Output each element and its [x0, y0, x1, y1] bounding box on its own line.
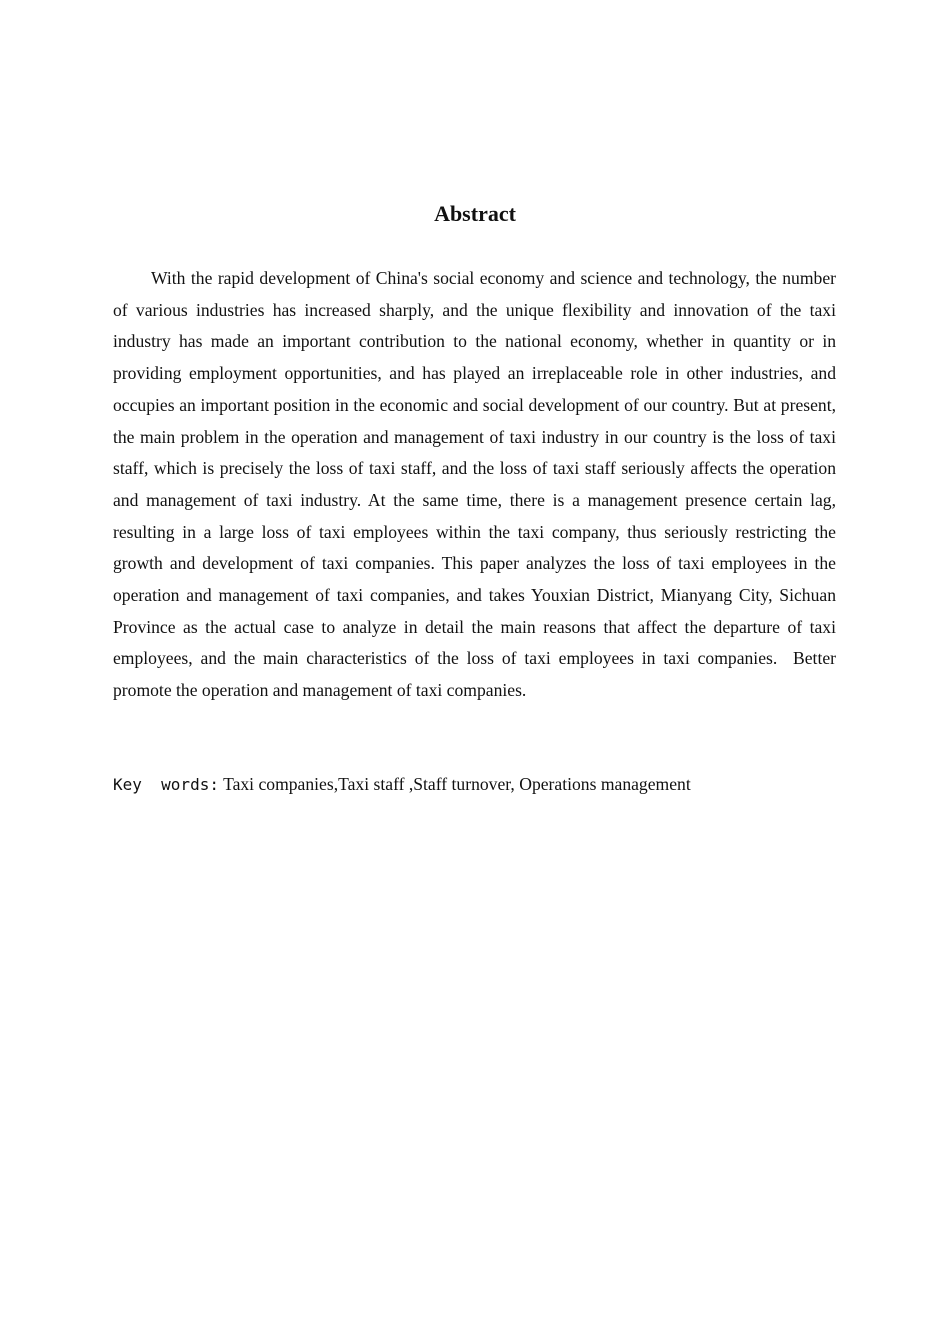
abstract-paragraph: With the rapid development of China's social economy and science and technology, the number of various industries has increased sharply, and the unique flexibility and innovation of the taxi industry has made an important contribution to the national economy, whether in quantity or in providing employment opportunities, and has played an irreplaceable role in other industries, and occupies an important position in the economic and social development of our country. But at present, the main problem in the operation and management of taxi industry in our country is the loss of taxi staff, which is precisely the loss of taxi staff, and the loss of taxi staff seriously affects the operation and management of taxi industry. At the same time, there is a management presence certain lag, resulting in a large loss of taxi employees within the taxi company, thus seriously restricting the growth and development of taxi companies. This paper analyzes the loss of taxi employees in the operation and management of taxi companies, and takes Youxian District, Mianyang City, Sichuan Province as the actual case to analyze in detail the main reasons that affect the departure of taxi employees, and the main characteristics of the loss of taxi employees in taxi companies. Better promote the operation and management of taxi companies.	[113, 268, 841, 701]
abstract-heading: Abstract	[434, 201, 516, 226]
keywords-value: Taxi companies,Taxi staff ,Staff turnover, Operations management	[223, 774, 691, 794]
keywords-line	[113, 770, 836, 799]
keywords-label: Key words:	[113, 775, 219, 794]
